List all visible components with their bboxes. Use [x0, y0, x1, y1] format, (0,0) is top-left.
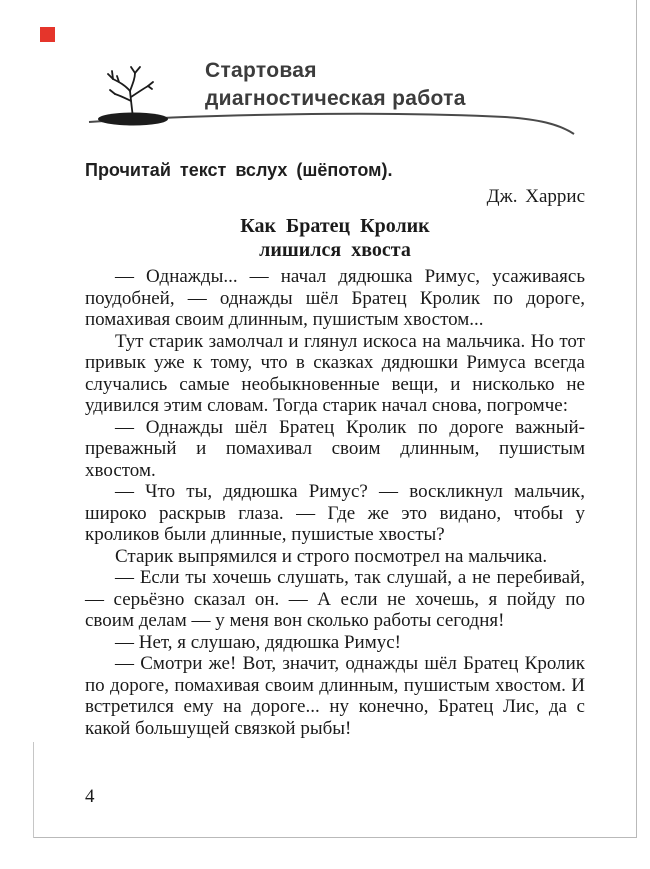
story-paragraph: Тут старик замолчал и глянул искоса на мальчика. Но тот привык уже к тому, что в сказках дядюшки Римуса всегда случались самые необыкновенные вещи, и нисколько не удивился этим словам. Тогда старик начал снова, погромче:	[85, 330, 585, 416]
page-border-right	[636, 0, 637, 838]
story-paragraph: — Однажды... — начал дядюшка Римус, усаживаясь поудобней, — однажды шёл Братец Кролик по дороге, помахивая своим длинным, пушистым хвостом...	[85, 266, 585, 330]
page-border-bottom	[33, 837, 637, 838]
story-author: Дж. Харрис	[486, 186, 585, 207]
page-border-left	[33, 742, 34, 838]
page-number: 4	[85, 786, 95, 807]
story-paragraph: — Нет, я слушаю, дядюшка Римус!	[115, 631, 401, 653]
story-title-line2: лишился хвоста	[259, 239, 411, 261]
story-paragraph: Старик выпрямился и строго посмотрел на мальчика.	[115, 545, 548, 567]
section-header-line2: диагностическая работа	[205, 87, 466, 110]
story-paragraph: — Если ты хочешь слушать, так слушай, а не перебивай, — серьёзно сказал он. — А если не хочешь, я пойду по своим делам — у меня вон сколько работы сегодня!	[85, 567, 585, 631]
section-header	[205, 57, 466, 113]
story-text	[85, 266, 585, 739]
story-title-line1: Как Братец Кролик	[240, 215, 430, 237]
story-paragraph: — Смотри же! Вот, значит, однажды шёл Братец Кролик по дороге, помахивая своим длинным, пушистым хвостом. И встретился ему на дороге... ну конечно, Братец Лис, да с какой большущей связкой рыбы!	[85, 653, 585, 739]
task-instruction: Прочитай текст вслух (шёпотом).	[85, 160, 393, 180]
red-corner-marker	[40, 27, 55, 42]
section-header-line1: Стартовая	[205, 59, 317, 82]
story-paragraph: — Однажды шёл Братец Кролик по дороге важный-преважный и помахивал своим длинным, пушистым хвостом.	[85, 416, 585, 481]
page-content	[85, 158, 585, 739]
story-paragraph: — Что ты, дядюшка Римус? — воскликнул мальчик, широко раскрыв глаза. — Где же это видано, чтобы у кроликов были длинные, пушистые хвосты?	[85, 481, 585, 545]
story-title	[85, 214, 585, 262]
